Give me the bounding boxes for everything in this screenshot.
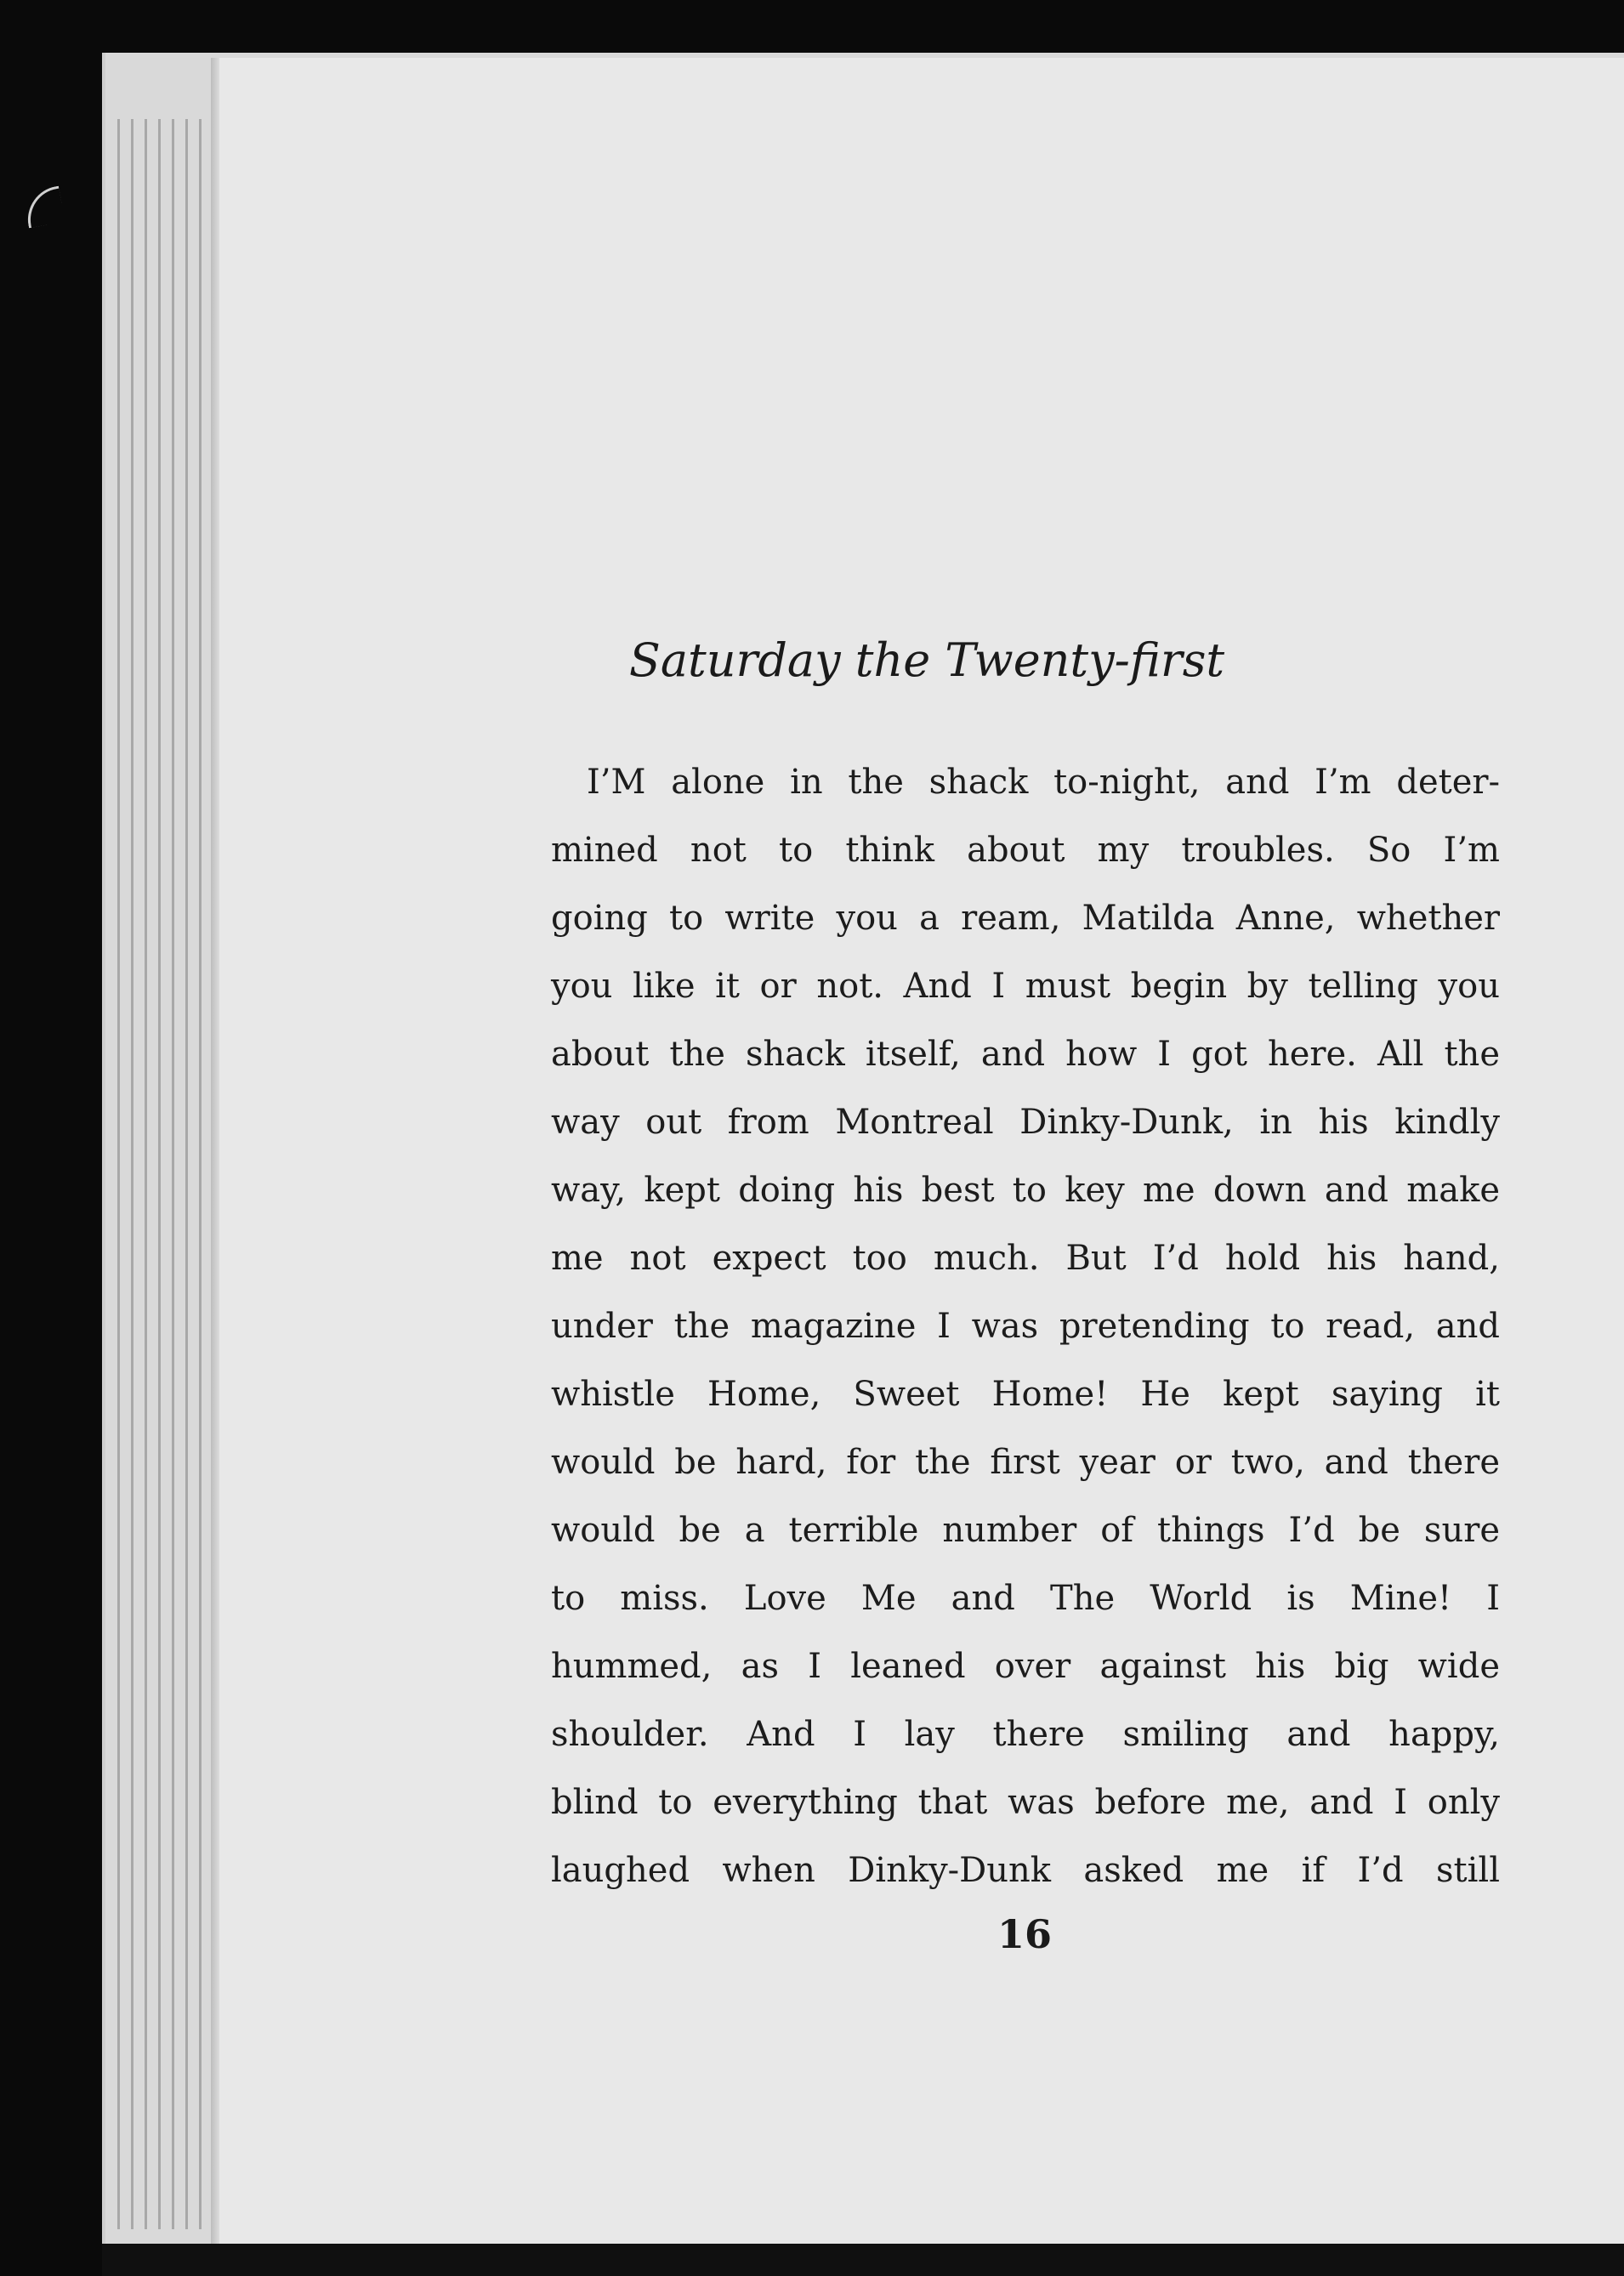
text-line: would be hard, for the first year or two, and there (551, 1443, 1500, 1482)
body-text (551, 748, 1500, 1904)
text-line: under the magazine I was pretending to read, and (551, 1307, 1500, 1346)
page-edge (172, 119, 174, 2229)
text-line: would be a terrible number of things I’d be sure (551, 1511, 1500, 1550)
text-line: blind to everything that was before me, and I only (551, 1783, 1500, 1822)
text-line: hummed, as I leaned over against his big wide (551, 1647, 1500, 1686)
page-edge (131, 119, 133, 2229)
text-line: shoulder. And I lay there smiling and happy, (551, 1715, 1500, 1754)
text-line: I’M alone in the shack to-night, and I’m deter- (587, 763, 1500, 802)
text-line: whistle Home, Sweet Home! He kept saying it (551, 1375, 1500, 1414)
text-line: me not expect too much. But I’d hold his hand, (551, 1239, 1500, 1278)
page-edge (158, 119, 161, 2229)
text-line: going to write you a ream, Matilda Anne, whether (551, 899, 1500, 938)
text-line: mined not to think about my troubles. So I’m (551, 831, 1500, 870)
page-edge (117, 119, 120, 2229)
page-edge (199, 119, 202, 2229)
scan-artifact-mark (23, 186, 65, 229)
text-line: way, kept doing his best to key me down and make (551, 1171, 1500, 1210)
page-edge (145, 119, 147, 2229)
text-line: you like it or not. And I must begin by telling you (551, 967, 1500, 1006)
chapter-title: Saturday the Twenty-first (628, 633, 1225, 687)
scan-bottom-border (102, 2244, 1624, 2276)
page-edge (185, 119, 188, 2229)
text-line: about the shack itself, and how I got here. All the (551, 1035, 1500, 1074)
text-line: way out from Montreal Dinky-Dunk, in his kindly (551, 1103, 1500, 1142)
text-line: to miss. Love Me and The World is Mine! I (551, 1579, 1500, 1618)
text-line: laughed when Dinky-Dunk asked me if I’d still (551, 1851, 1500, 1890)
page-number: 16 (997, 1911, 1052, 1957)
